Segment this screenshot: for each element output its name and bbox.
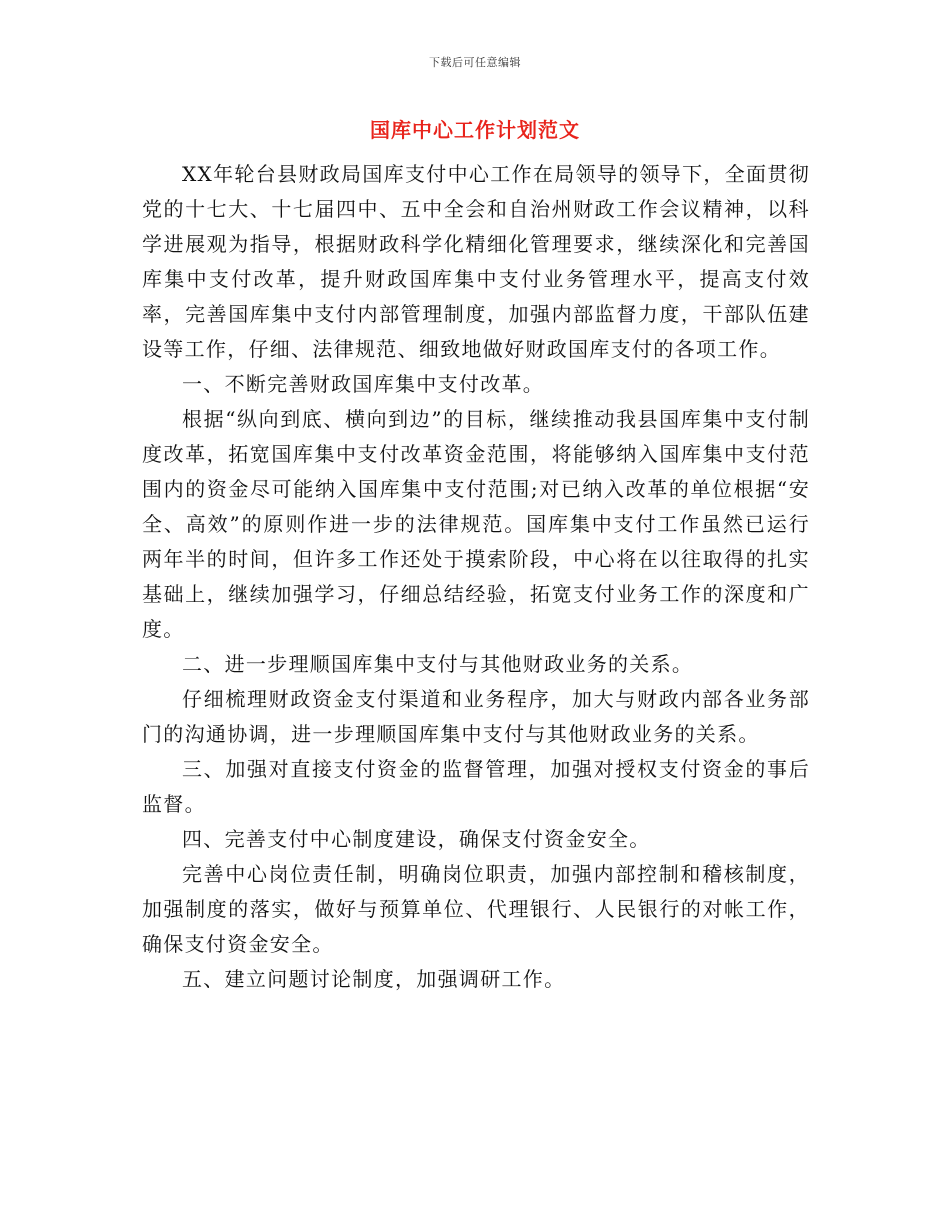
document-title: 国库中心工作计划范文 — [370, 118, 580, 142]
paragraph-section-4: 完善中心岗位责任制，明确岗位职责，加强内部控制和稽核制度，加强制度的落实，做好与预算单位、代理银行、人民银行的对帐工作，确保支付资金安全。 — [142, 862, 810, 956]
paragraph-intro: XX年轮台县财政局国库支付中心工作在局领导的领导下，全面贯彻党的十七大、十七届四中、五中全会和自治州财政工作会议精神，以科学进展观为指导，根据财政科学化精细化管理要求，继续深化和完善国库集中支付改革，提升财政国库集中支付业务管理水平，提高支付效率，完善国库集中支付内部管理制度，加强内部监督力度，干部队伍建设等工作，仔细、法律规范、细致地做好财政国库支付的各项工作。 — [142, 162, 810, 361]
section-heading-5: 五、建立问题讨论制度，加强调研工作。 — [182, 967, 566, 991]
section-heading-2: 二、进一步理顺国库集中支付与其他财政业务的关系。 — [182, 652, 694, 676]
section-heading-1: 一、不断完善财政国库集中支付改革。 — [182, 372, 545, 396]
paragraph-section-1: 根据“纵向到底、横向到边”的目标，继续推动我县国库集中支付制度改革，拓宽国库集中支付改革资金范围，将能够纳入国库集中支付范围内的资金尽可能纳入国库集中支付范围;对已纳入改革的单位根据“安全、高效”的原则作进一步的法律规范。国库集中支付工作虽然已运行两年半的时间，但许多工作还处于摸索阶段，中心将在以往取得的扎实基础上，继续加强学习，仔细总结经验，拓宽支付业务工作的深度和广度。 — [142, 407, 810, 641]
paragraph-section-2: 仔细梳理财政资金支付渠道和业务程序，加大与财政内部各业务部门的沟通协调，进一步理顺国库集中支付与其他财政业务的关系。 — [142, 687, 810, 746]
document-body — [142, 157, 810, 997]
section-heading-3: 三、加强对直接支付资金的监督管理，加强对授权支付资金的事后监督。 — [142, 757, 810, 816]
header-note: 下载后可任意编辑 — [429, 56, 521, 69]
section-heading-4: 四、完善支付中心制度建设，确保支付资金安全。 — [182, 827, 651, 851]
